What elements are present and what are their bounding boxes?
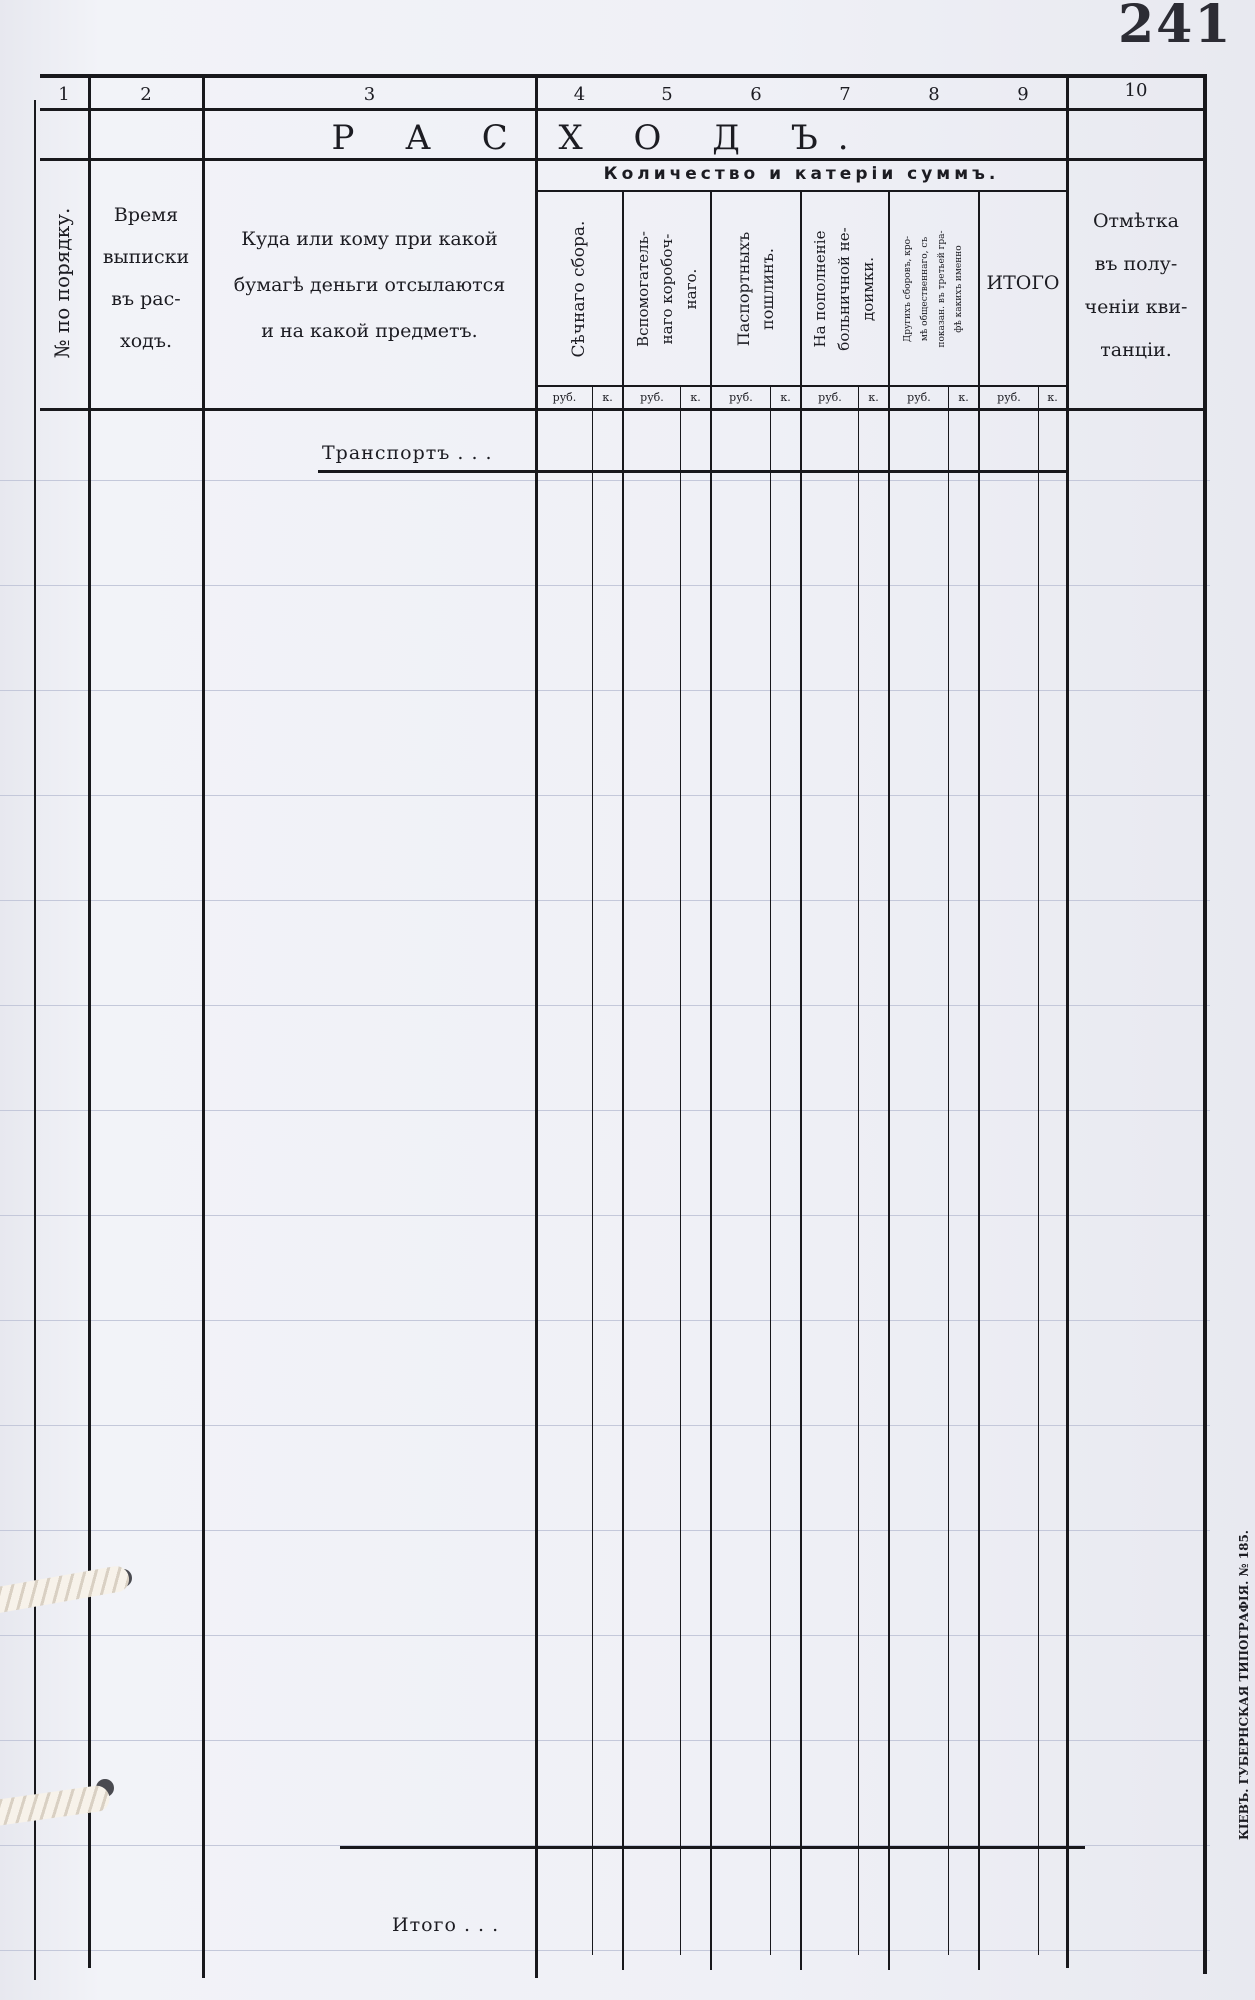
ruled-line [0, 1005, 1210, 1006]
title-rule [40, 158, 1205, 161]
kopeck-line [948, 385, 949, 1955]
total-label: Итого . . . [392, 1914, 500, 1936]
printer-imprint: КІЕВЪ. ГУБЕРНСКАЯ ТИПОГРАФІЯ. № 185. [1237, 1530, 1251, 1840]
kopeck-line [680, 385, 681, 1955]
ruled-line [0, 1110, 1210, 1111]
binding-cord [0, 1784, 111, 1828]
ruled-line [0, 795, 1210, 796]
binding-cord [0, 1564, 131, 1616]
unit-label: к. [690, 391, 701, 404]
unit-label: руб. [818, 391, 842, 404]
column-number: 1 [58, 84, 70, 105]
page-number: 241 [1118, 0, 1233, 55]
kopeck-line [592, 385, 593, 1955]
header-col6: Паспортныхъ пошлинъ. [734, 231, 777, 347]
kopeck-line [1038, 385, 1039, 1955]
column-number: 10 [1124, 80, 1148, 101]
column-number: 8 [928, 84, 940, 105]
column-number: 5 [661, 84, 673, 105]
unit-label: к. [780, 391, 791, 404]
column-number-rule [40, 108, 1205, 111]
unit-label: руб. [729, 391, 753, 404]
header-time: Время выписки въ рас- ходъ. [102, 204, 190, 352]
kopeck-line [858, 385, 859, 1955]
column-line [800, 190, 802, 1970]
header-col8: Другихъ сборовъ, кро- мѣ общественнаго, съ показан. въ третьей гра- фѣ какихъ именно [903, 230, 964, 348]
ruled-line [0, 690, 1210, 691]
column-line [34, 100, 36, 1980]
top-rule [40, 74, 1205, 78]
header-total: ИТОГО [986, 272, 1060, 294]
ruled-line [0, 1530, 1210, 1531]
ruled-line [0, 1320, 1210, 1321]
ruled-line [0, 900, 1210, 901]
header-receipt-mark: Отмѣтка въ полу- ченіи кви- танціи. [1084, 210, 1188, 361]
column-number: 6 [750, 84, 762, 105]
unit-label: руб. [640, 391, 664, 404]
ruled-line [0, 1635, 1210, 1636]
column-line [622, 190, 624, 1970]
ruled-line [0, 1740, 1210, 1741]
column-number: 4 [573, 84, 586, 105]
column-line [978, 190, 980, 1970]
section-title: Р А С Х О Д Ъ. [331, 118, 869, 158]
header-row-number: № по порядку. [50, 207, 74, 359]
total-rule [340, 1846, 1085, 1849]
header-col7: На пополненіе больничной не- доимки. [811, 227, 877, 351]
column-number: 7 [839, 84, 851, 105]
unit-label: руб. [907, 391, 931, 404]
unit-label: руб. [552, 391, 577, 404]
right-border [1203, 74, 1207, 1974]
column-number: 2 [140, 84, 152, 105]
unit-label: к. [602, 391, 613, 404]
unit-label: к. [1047, 391, 1058, 404]
column-line [535, 78, 538, 1978]
ruled-line [0, 585, 1210, 586]
unit-label: к. [868, 391, 879, 404]
header-destination: Куда или кому при какой бумагѣ деньги отсылаются и на какой предметъ. [233, 228, 506, 342]
column-line [888, 190, 890, 1970]
ruled-line [0, 1425, 1210, 1426]
column-number: 9 [1017, 84, 1029, 105]
group-header: Количество и катеріи суммъ. [603, 164, 1000, 184]
header-col4: Сѣчнаго сбора. [569, 220, 589, 358]
unit-label: руб. [997, 391, 1021, 404]
ruled-line [0, 480, 1210, 481]
ruled-line [0, 1215, 1210, 1216]
header-col5: Вспомогатель- наго коробоч- наго. [634, 231, 700, 347]
transport-label: Транспортъ . . . [322, 442, 493, 464]
kopeck-line [770, 385, 771, 1955]
transport-rule [318, 470, 1068, 473]
unit-label: к. [958, 391, 969, 404]
ruled-line [0, 1950, 1210, 1951]
column-line [710, 190, 712, 1970]
column-number: 3 [363, 84, 376, 105]
column-line [202, 78, 205, 1978]
